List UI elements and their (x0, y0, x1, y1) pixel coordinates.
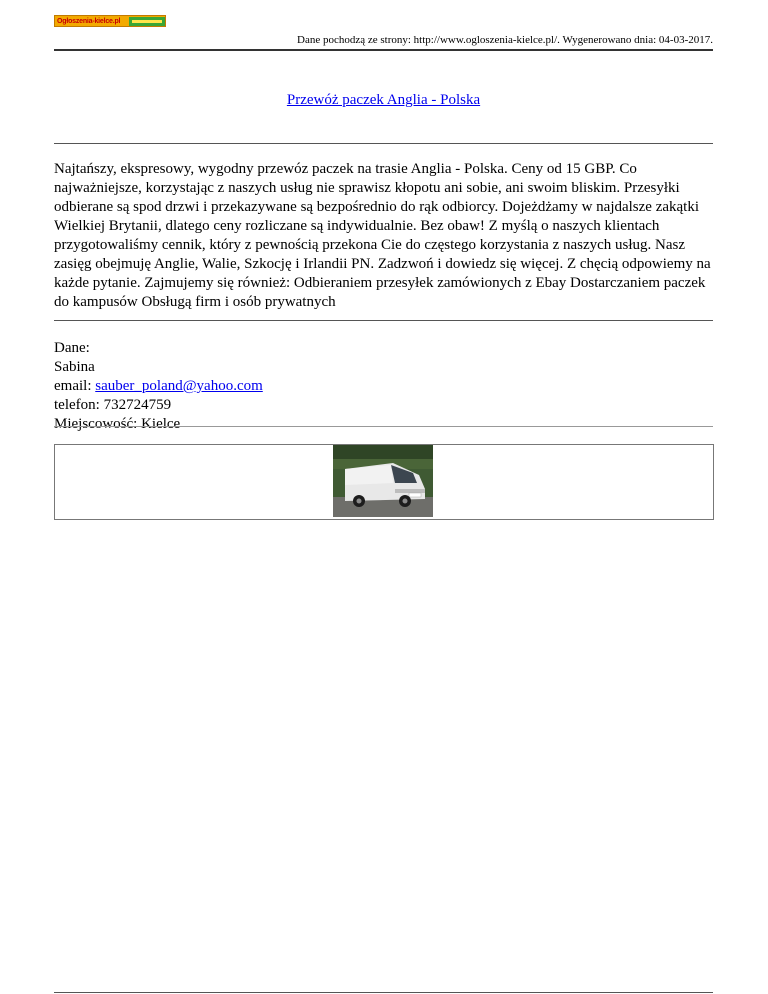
phone-value: 732724759 (103, 397, 172, 413)
footer-divider (54, 992, 713, 993)
listing-description: Najtańszy, ekspresowy, wygodny przewóz paczek na trasie Anglia - Polska. Ceny od 15 GBP. Co najważniejsze, korzystając z naszych usług nie sprawisz kłopotu ani sobie, ani swoim bliskim. Przesyłki odbierane są spod drzwi i przekazywane są bezpośrednio do rąk odbiorcy. Dojeżdżamy w najdalsze zakątki Wielkiej Brytanii, dlatego ceny rozliczane są indywidualnie. Bez obaw! Z myślą o naszych klientach przygotowaliśmy cennik, który z pewnością przekona Cie do częstego korzystania z naszych usług. Nasz zasięg obejmuję Anglie, Walie, Szkocję i Irlandii PN. Zadzwoń i dowiedz się więcej. Z chęcią odpowiemy na każde pytanie. Zajmujemy się również: Odbieraniem przesyłek zamówionych z Ebay Dostarczaniem paczek do kampusów Obsługą firm i osób prywatnych (54, 161, 711, 310)
header-divider (54, 49, 713, 51)
email-link[interactable]: sauber_poland@yahoo.com (95, 378, 263, 394)
contact-name: Sabina (54, 359, 95, 375)
contact-section (54, 339, 713, 434)
van-photo[interactable] (333, 445, 433, 517)
contact-city-row (54, 415, 713, 434)
email-label: email: (54, 378, 96, 394)
logo-badge (129, 17, 165, 26)
site-logo[interactable] (54, 15, 166, 27)
city-value: Kielce (141, 416, 181, 432)
contact-phone-row (54, 396, 713, 415)
source-info: Dane pochodzą ze strony: http://www.ogloszenia-kielce.pl/. Wygenerowano dnia: 04-03-2017. (297, 34, 713, 46)
site-logo-text: Ogłoszenia-kielce.pl (57, 17, 121, 25)
listing-title (54, 92, 713, 109)
contact-email-row (54, 377, 713, 396)
city-label: Miejscowość: (54, 416, 142, 432)
phone-label: telefon: (54, 397, 104, 413)
contact-divider (54, 426, 713, 427)
logo-badge-stripe (132, 20, 162, 23)
listing-title-link[interactable]: Przewóż paczek Anglia - Polska (286, 92, 481, 108)
photo-gallery (54, 444, 714, 520)
title-divider (54, 143, 713, 144)
contact-heading: Dane: (54, 340, 90, 356)
description-divider (54, 320, 713, 321)
